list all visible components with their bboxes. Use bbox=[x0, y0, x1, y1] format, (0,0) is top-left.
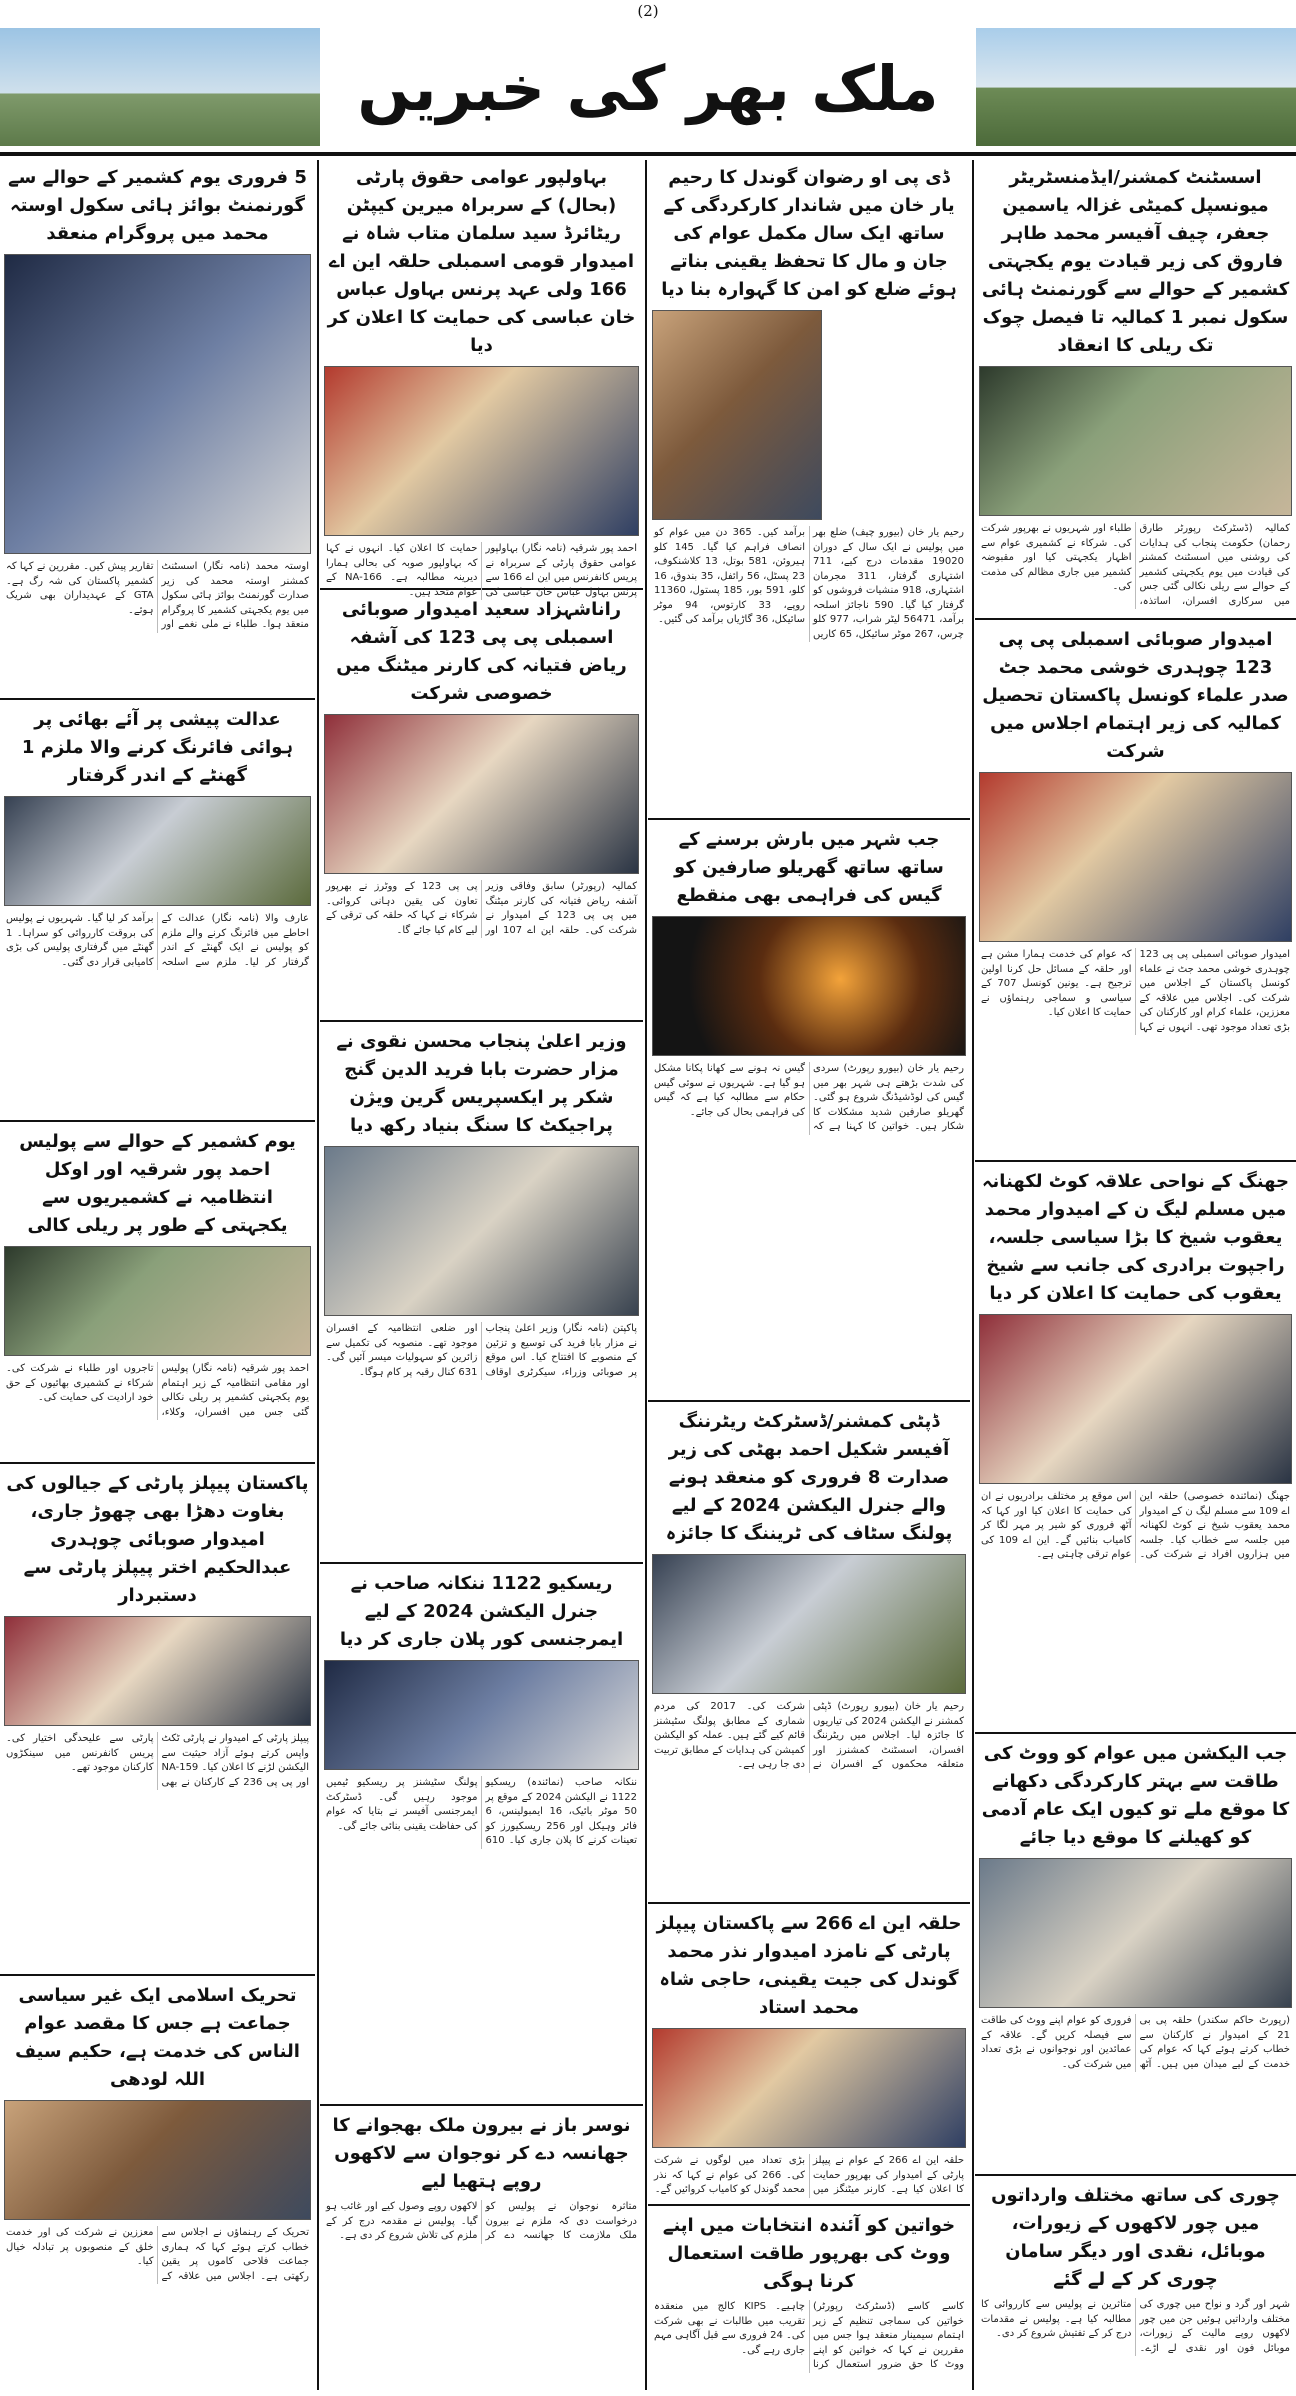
article-headline: ڈی پی او رضوان گوندل کا رحیم یار خان میں شاندار کارکردگی کے ساتھ ایک سال مکمل عوام کی جان و مال کا تحفظ یقینی بناتے ہوئے ضلع کو امن کا گہوارہ بنا دیا bbox=[661, 167, 957, 300]
column-3 bbox=[320, 160, 643, 2390]
article bbox=[975, 1164, 1296, 1734]
article bbox=[320, 592, 643, 1022]
article-photo bbox=[324, 366, 639, 536]
article-body: رحیم یار خان (بیورو رپورٹ) ڈپٹی کمشنر نے الیکشن 2024 کی تیاریوں کا جائزہ لیا۔ اجلاس میں ریٹرننگ افسران، اسسٹنٹ کمشنرز اور متعلقہ محکموں کے افسران نے شرکت کی۔ 2017 کی مردم شماری کے مطابق پولنگ سٹیشنز قائم کیے گئے ہیں۔ عملہ کو الیکشن کمیشن کی ہدایات کے مطابق تربیت دی جا رہی ہے۔ bbox=[654, 1701, 964, 1770]
article-photo bbox=[652, 1554, 966, 1694]
article-headline: امیدوار صوبائی اسمبلی پی پی 123 چوہدری خوشی محمد جٹ صدر علماء کونسل پاکستان تحصیل کمالیہ کی زیر اہتمام اجلاس میں شرکت bbox=[982, 629, 1289, 762]
article-body: متاثرہ نوجوان نے پولیس کو درخواست دی کہ ملزم نے بیرون ملک ملازمت کا جھانسہ دے کر لاکھوں روپے وصول کیے اور غائب ہو گیا۔ پولیس نے مقدمہ درج کر کے ملزم کی تلاش شروع کر دی ہے۔ bbox=[326, 2201, 637, 2241]
article-body: امیدوار صوبائی اسمبلی پی پی 123 چوہدری خوشی محمد جٹ نے علماء کونسل پاکستان کے اجلاس میں شرکت کی۔ اجلاس میں علاقہ کے معززین، علماء کرام اور کارکنان کی بڑی تعداد موجود تھی۔ انہوں نے کہا کہ عوام کی خدمت ہمارا مشن ہے اور حلقہ کے مسائل حل کرنا اولین ترجیح ہے۔ یونین کونسل 707 کے سیاسی و سماجی رہنماؤں نے حمایت کا اعلان کیا۔ bbox=[981, 949, 1290, 1033]
masthead-photo-right bbox=[976, 28, 1296, 146]
article-body: عارف والا (نامہ نگار) عدالت کے احاطے میں فائرنگ کرنے والے ملزم کو پولیس نے ایک گھنٹے کے اندر گرفتار کر لیا۔ ملزم سے اسلحہ برآمد کر لیا گیا۔ شہریوں نے پولیس کی بروقت کارروائی کو سراہا۔ 1 گھنٹے میں گرفتاری پولیس کی بڑی کامیابی قرار دی گئی۔ bbox=[6, 913, 309, 968]
article bbox=[975, 2178, 1296, 2390]
masthead-photo-left bbox=[0, 28, 320, 146]
page-number: (2) bbox=[637, 2, 659, 20]
article-photo bbox=[979, 1858, 1292, 2008]
article-headline: یوم کشمیر کے حوالے سے پولیس احمد پور شرقیہ اور اوکل انتظامیہ نے کشمیریوں سے یکجہتی کے طور پر ریلی کالی bbox=[19, 1131, 296, 1236]
article-photo bbox=[652, 2028, 966, 2148]
article-headline: جھنگ کے نواحی علاقہ کوٹ لکھنانہ میں مسلم لیگ ن کے امیدوار محمد یعقوب شیخ کا بڑا سیاسی جلسہ، راجپوت برادری کی جانب سے شیخ یعقوب کی حمایت کا اعلان کر دیا bbox=[981, 1171, 1290, 1304]
article-headline: راناشہزاد سعید امیدوار صوبائی اسمبلی پی پی 123 کی آشفہ ریاض فتیانہ کی کارنر میٹنگ میں خصوصی شرکت bbox=[336, 599, 627, 704]
masthead bbox=[0, 22, 1296, 152]
article bbox=[0, 160, 315, 700]
article-body: پاکپتن (نامہ نگار) وزیر اعلیٰ پنجاب نے مزار بابا فرید کی توسیع و تزئین کے منصوبے کا افتتاح کیا۔ اس موقع پر صوبائی وزراء، سیکرٹری اوقاف اور ضلعی انتظامیہ کے افسران موجود تھے۔ منصوبہ کی تکمیل سے زائرین کو سہولیات میسر آئیں گی۔ 631 کنال رقبہ پر کام ہوگا۔ bbox=[326, 1323, 637, 1378]
article-body: رحیم یار خان (بیورو رپورٹ) سردی کی شدت بڑھتے ہی شہر بھر میں گیس کی لوڈشیڈنگ شروع ہو گئی۔ گھریلو صارفین شدید مشکلات کا شکار ہیں۔ خواتین کا کہنا ہے کہ گیس نہ ہونے سے کھانا پکانا مشکل ہو گیا ہے۔ شہریوں نے سوئی گیس حکام سے مطالبہ کیا ہے کہ گیس کی فراہمی بحال کی جائے۔ bbox=[654, 1063, 964, 1132]
article-photo bbox=[979, 1314, 1292, 1484]
article-headline: ڈپٹی کمشنر/ڈسٹرکٹ ریٹرننگ آفیسر شکیل احمد بھٹی کی زیر صدارت 8 فروری کو منعقد ہونے والے جنرل الیکشن 2024 کے لیے پولنگ سٹاف کی ٹریننگ کا جائزہ bbox=[665, 1411, 953, 1544]
article-body: (رپورٹ حاکم سکندر) حلقہ پی بی 21 کے امیدوار نے کارکنان سے خطاب کرتے ہوئے کہا کہ عوام کی خدمت کے لیے میدان میں ہیں۔ آٹھ فروری کو عوام اپنے ووٹ کی طاقت سے فیصلہ کریں گے۔ علاقہ کے عمائدین اور نوجوانوں نے بڑی تعداد میں شرکت کی۔ bbox=[981, 2015, 1290, 2070]
masthead-rule bbox=[0, 152, 1296, 156]
article-body: پیپلز پارٹی کے امیدوار نے پارٹی ٹکٹ واپس کرتے ہوئے آزاد حیثیت سے الیکشن لڑنے کا اعلان کیا۔ NA-159 اور پی پی 236 کے کارکنان نے بھی پارٹی سے علیحدگی اختیار کی۔ پریس کانفرنس میں سینکڑوں کارکنان موجود تھے۔ bbox=[6, 1733, 309, 1788]
article-headline: بہاولپور عوامی حقوق پارٹی (بحال) کے سربراہ میرین کیپٹن ریٹائرڈ سید سلمان متاب شاہ نے امیدوار قومی اسمبلی حلقہ این اے 166 ولی عہد پرنس بہاول عباس خان عباسی کی حمایت کا اعلان کر دیا bbox=[327, 167, 636, 356]
article bbox=[648, 160, 970, 820]
article-body: جھنگ (نمائندہ خصوصی) حلقہ این اے 109 سے مسلم لیگ ن کے امیدوار محمد یعقوب شیخ نے کوٹ لکھنانہ میں جلسہ سے خطاب کیا۔ جلسہ میں ہزاروں افراد نے شرکت کی۔ اس موقع پر مختلف برادریوں نے ان کی حمایت کا اعلان کیا اور کہا کہ آٹھ فروری کو شیر پر مہر لگا کر کامیاب بنائیں گے۔ این اے 109 کی عوام ترقی چاہتی ہے۔ bbox=[981, 1491, 1290, 1560]
article-photo bbox=[652, 310, 822, 520]
article-photo bbox=[324, 1146, 639, 1316]
article-body: اوستہ محمد (نامہ نگار) اسسٹنٹ کمشنر اوستہ محمد کی زیر صدارت گورنمنٹ بوائز ہائی سکول میں یوم یکجہتی کشمیر کا پروگرام منعقد ہوا۔ طلباء نے ملی نغمے اور تقاریر پیش کیں۔ مقررین نے کہا کہ کشمیر پاکستان کی شہ رگ ہے۔ GTA کے عہدیداران بھی شریک ہوئے۔ bbox=[6, 561, 309, 630]
article-photo bbox=[4, 1616, 311, 1726]
article-headline: عدالت پیشی پر آئے بھائی پر ہوائی فائرنگ کرنے والا ملزم 1 گھنٹے کے اندر گرفتار bbox=[21, 709, 294, 786]
article-photo bbox=[324, 714, 639, 874]
article-headline: 5 فروری یوم کشمیر کے حوالے سے گورنمنٹ بوائز ہائی سکول اوستہ محمد میں پروگرام منعقد bbox=[8, 167, 307, 244]
article-body: تحریک کے رہنماؤں نے اجلاس سے خطاب کرتے ہوئے کہا کہ ہماری جماعت فلاحی کاموں پر یقین رکھتی ہے۔ اجلاس میں علاقہ کے معززین نے شرکت کی اور خدمت خلق کے منصوبوں پر تبادلہ خیال کیا۔ bbox=[6, 2227, 309, 2282]
article bbox=[0, 1466, 315, 1976]
article bbox=[320, 160, 643, 598]
article-headline: تحریک اسلامی ایک غیر سیاسی جماعت ہے جس کا مقصد عوام الناس کی خدمت ہے، حکیم سیف اللہ لودھی bbox=[15, 1985, 300, 2090]
article-body: کاسے کاسے (ڈسٹرکٹ رپورٹر) خواتین کی سماجی تنظیم کے زیر اہتمام سیمینار منعقد ہوا جس میں مقررین نے کہا کہ خواتین کو اپنے ووٹ کا حق ضرور استعمال کرنا چاہیے۔ KIPS کالج میں منعقدہ تقریب میں طالبات نے بھی شرکت کی۔ 24 فروری سے قبل آگاہی مہم جاری رہے گی۔ bbox=[654, 2301, 964, 2370]
article-headline: وزیر اعلیٰ پنجاب محسن نقوی نے مزار حضرت بابا فرید الدین گنج شکر پر ایکسپریس گرین ویژن پراجیکٹ کا سنگ بنیاد رکھ دیا bbox=[336, 1031, 627, 1136]
article bbox=[648, 1906, 970, 2206]
article-body: کمالیہ (رپورٹر) سابق وفاقی وزیر آشفہ ریاض فتیانہ کی کارنر میٹنگ میں پی پی 123 کے امیدوار نے شرکت کی۔ حلقہ این اے 107 اور پی پی 123 کے ووٹرز نے بھرپور تعاون کی یقین دہانی کروائی۔ شرکاء نے کہا کہ حلقہ کی ترقی کے لیے کام کیا جائے گا۔ bbox=[326, 881, 638, 936]
article bbox=[320, 1024, 643, 1564]
column-2 bbox=[648, 160, 970, 2390]
article-body: ننکانہ صاحب (نمائندہ) ریسکیو 1122 نے الیکشن 2024 کے موقع پر 50 موٹر بائیک، 16 ایمبولینس، 6 فائر وہیکل اور 256 ریسکیورز کو تعینات کرنے کا پلان جاری کیا۔ 610 پولنگ سٹیشنز پر ریسکیو ٹیمیں موجود رہیں گی۔ ڈسٹرکٹ ایمرجنسی آفیسر نے بتایا کہ عوام کی حفاظت یقینی بنائی جائے گی۔ bbox=[326, 1777, 638, 1846]
article-photo bbox=[324, 1660, 639, 1770]
article bbox=[648, 2208, 970, 2390]
article-headline: پاکستان پیپلز پارٹی کے جیالوں کی بغاوت دھڑا بھی چھوڑ جاری، امیدوار صوبائی چوہدری عبدالحکیم اختر پیپلز پارٹی سے دستبردار bbox=[6, 1473, 309, 1606]
masthead-title: ملک بھر کی خبریں bbox=[357, 52, 939, 125]
article-body: احمد پور شرقیہ (نامہ نگار) بہاولپور عوامی حقوق پارٹی کے سربراہ نے پریس کانفرنس میں این اے 166 سے پرنس بہاول عباس خان عباسی کی حمایت کا اعلان کیا۔ انہوں نے کہا کہ بہاولپور صوبہ کی بحالی ہمارا دیرینہ مطالبہ ہے۔ NA-166 کے عوام متحد ہیں۔ bbox=[326, 543, 637, 598]
column-divider bbox=[317, 160, 319, 2390]
article bbox=[648, 1404, 970, 1904]
article bbox=[975, 622, 1296, 1162]
article bbox=[320, 1566, 643, 2106]
article-headline: اسسٹنٹ کمشنر/ایڈمنسٹریٹر میونسپل کمیٹی غزالہ یاسمین جعفر، چیف آفیسر محمد طاہر فاروق کی زیر قیادت یوم یکجہتی کشمیر کے حوالے سے گورنمنٹ ہائی سکول نمبر 1 کمالیہ تا فیصل چوک تک ریلی کا انعقاد bbox=[981, 167, 1290, 356]
article-headline: جب الیکشن میں عوام کو ووٹ کی طاقت سے بہتر کارکردگی دکھانے کا موقع ملے تو کیوں ایک عام آدمی کو کھیلنے کا موقع دیا جائے bbox=[981, 1743, 1290, 1848]
article bbox=[320, 2108, 643, 2390]
article bbox=[975, 1736, 1296, 2176]
article-body: شہر اور گرد و نواح میں چوری کی مختلف وارداتیں ہوئیں جن میں چور لاکھوں روپے مالیت کے زیورات، موبائل فون اور نقدی لے اڑے۔ متاثرین نے پولیس سے کارروائی کا مطالبہ کیا ہے۔ پولیس نے مقدمات درج کر کے تفتیش شروع کر دی۔ bbox=[981, 2299, 1290, 2354]
article-headline: ریسکیو 1122 ننکانہ صاحب نے جنرل الیکشن 2024 کے لیے ایمرجنسی کور پلان جاری کر دیا bbox=[339, 1573, 624, 1650]
article-body: حلقہ این اے 266 کے عوام نے پیپلز پارٹی کے امیدوار کی بھرپور حمایت کا اعلان کیا ہے۔ کارنر میٹنگز میں بڑی تعداد میں لوگوں نے شرکت کی۔ 266 کی عوام نے کہا کہ نذر محمد گوندل کو کامیاب کروائیں گے۔ bbox=[654, 2155, 964, 2195]
column-divider bbox=[972, 160, 974, 2390]
article-body: احمد پور شرقیہ (نامہ نگار) پولیس اور مقامی انتظامیہ کے زیر اہتمام یوم یکجہتی کشمیر پر ریلی نکالی گئی جس میں افسران، وکلاء، تاجروں اور طلباء نے شرکت کی۔ شرکاء نے کشمیری بھائیوں کے حق خود ارادیت کی حمایت کی۔ bbox=[6, 1363, 309, 1418]
article-photo bbox=[979, 772, 1292, 942]
article bbox=[0, 702, 315, 1122]
article bbox=[975, 160, 1296, 620]
column-4 bbox=[0, 160, 315, 2390]
article-headline: جب شہر میں بارش برسنے کے ساتھ ساتھ گھریلو صارفین کو گیس کی فراہمی بھی منقطع bbox=[674, 829, 944, 906]
column-1 bbox=[975, 160, 1296, 2390]
article-headline: حلقہ این اے 266 سے پاکستان پیپلز پارٹی کے نامزد امیدوار نذر محمد گوندل کی جیت یقینی، حاجی شاہ محمد استاد bbox=[656, 1913, 962, 2018]
article bbox=[0, 1978, 315, 2390]
article-body: رحیم یار خان (بیورو چیف) ضلع بھر میں پولیس نے ایک سال کے دوران 19020 مقدمات درج کیے، 711 اشتہاری گرفتار، 311 مجرمان اشتہاری، 918 منشیات فروشوں کو گرفتار کیا گیا۔ 590 ناجائز اسلحہ برآمد، 56471 لیٹر شراب، 977 کلو چرس، 267 موٹر سائیکل، 65 کاریں برآمد کیں۔ 365 دن میں عوام کو انصاف فراہم کیا گیا۔ 145 کلو ہیروئن، 581 بوتل، 13 کلاشنکوف، 23 پسٹل، 56 رائفل، 35 بندوق، 16 کلو، 591 بور، 185 پستول، 11360 روپے، 33 کارتوس، 94 موٹر سائیکل، 36 گاڑیاں برآمد کی گئیں۔ bbox=[654, 527, 965, 640]
article-photo bbox=[4, 254, 311, 554]
column-divider bbox=[645, 160, 647, 2390]
article-photo bbox=[652, 916, 966, 1056]
article-photo bbox=[4, 1246, 311, 1356]
article-photo bbox=[4, 2100, 311, 2220]
article-headline: نوسر باز نے بیرون ملک بھجوانے کا جھانسہ دے کر نوجوان سے لاکھوں روپے ہتھیا لیے bbox=[332, 2115, 631, 2192]
article bbox=[648, 822, 970, 1402]
article-body: کمالیہ (ڈسٹرکٹ رپورٹر طارق رحمان) حکومت پنجاب کی ہدایات کی روشنی میں اسسٹنٹ کمشنر کی قیادت میں یوم یکجہتی کشمیر کے حوالے سے ریلی نکالی گئی جس میں سرکاری افسران، اساتذہ، طلباء اور شہریوں نے بھرپور شرکت کی۔ شرکاء نے کشمیری عوام سے اظہار یکجہتی کیا اور مقبوضہ کشمیر میں جاری مظالم کی مذمت کی۔ bbox=[981, 523, 1290, 607]
article-headline: چوری کی ساتھ مختلف وارداتوں میں چور لاکھوں کے زیورات، موبائل، نقدی اور دیگر سامان چوری کر کے لے گئے bbox=[991, 2185, 1280, 2290]
article bbox=[0, 1124, 315, 1464]
article-headline: خواتین کو آئندہ انتخابات میں اپنے ووٹ کی بھرپور طاقت استعمال کرنا ہوگی bbox=[662, 2215, 956, 2292]
article-photo bbox=[979, 366, 1292, 516]
article-photo bbox=[4, 796, 311, 906]
